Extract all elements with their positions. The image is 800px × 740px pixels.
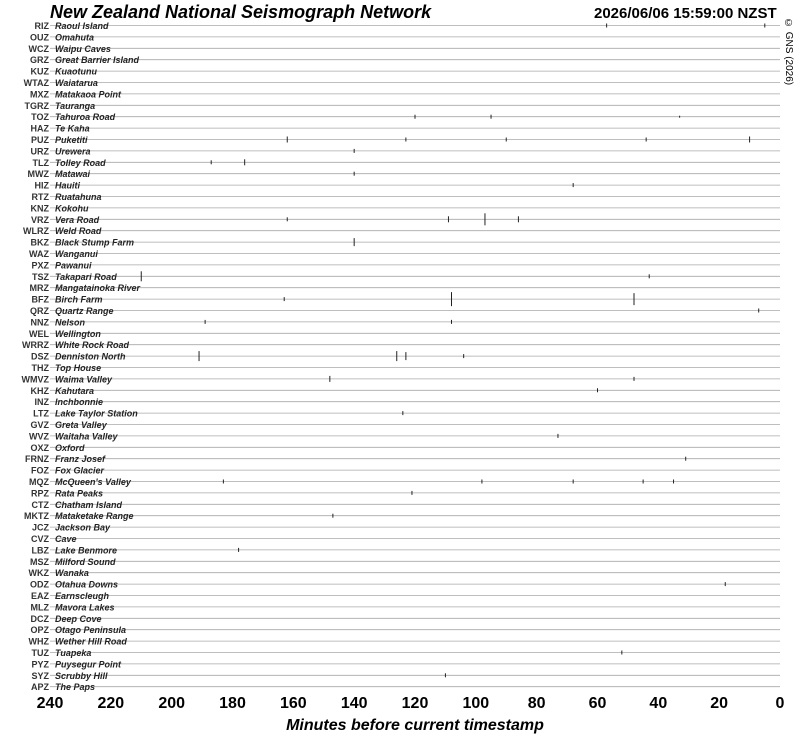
station-code: MLZ — [30, 602, 49, 613]
station-code: CVZ — [31, 534, 49, 544]
station-code: TUZ — [31, 648, 49, 658]
x-tick-label: 160 — [279, 695, 307, 712]
station-name: Franz Josef — [55, 454, 106, 465]
station-code: VRZ — [31, 214, 49, 225]
station-code: WTAZ — [23, 78, 49, 88]
station-code: HAZ — [30, 123, 49, 134]
x-tick-label: 140 — [340, 695, 368, 712]
station-name: Nelson — [55, 317, 86, 328]
station-code: SYZ — [31, 670, 49, 681]
station-code: PUZ — [31, 135, 49, 145]
station-code: BKZ — [30, 237, 49, 248]
station-name: Tahuroa Road — [55, 112, 116, 123]
station-name: Greta Valley — [55, 420, 107, 430]
station-name: Wanganui — [55, 249, 98, 259]
station-name: Matawai — [55, 169, 91, 180]
station-name: Quartz Range — [55, 306, 114, 316]
station-code: QRZ — [30, 306, 49, 316]
station-name: Tauranga — [55, 100, 96, 111]
station-name: Earnscleugh — [55, 591, 110, 601]
chart-title: New Zealand National Seismograph Network — [50, 2, 432, 22]
station-code: URZ — [30, 146, 49, 157]
station-code: OPZ — [30, 625, 49, 636]
x-axis-label: Minutes before current timestamp — [286, 717, 544, 734]
station-name: Deep Cove — [55, 613, 102, 624]
station-name: Waitaha Valley — [55, 431, 118, 442]
station-code: KHZ — [30, 385, 49, 396]
station-code: MRZ — [29, 283, 49, 294]
station-name: Weld Road — [55, 226, 102, 237]
station-code: TSZ — [32, 271, 49, 282]
station-name: Tolley Road — [55, 157, 106, 168]
station-name: Otahua Downs — [55, 579, 119, 590]
station-name: Oxford — [55, 442, 85, 453]
station-code: WRRZ — [22, 340, 49, 351]
station-name: Cave — [55, 534, 77, 544]
station-name: Kuaotunu — [55, 66, 97, 77]
station-name: The Paps — [55, 682, 96, 693]
station-name: McQueen's Valley — [55, 477, 131, 487]
station-name: Birch Farm — [55, 294, 103, 305]
station-code: WVZ — [29, 431, 49, 442]
station-code: CTZ — [31, 499, 49, 510]
station-name: Matakaoa Point — [55, 89, 122, 100]
station-name: Mavora Lakes — [55, 602, 115, 613]
station-code: EAZ — [31, 591, 49, 601]
station-name: Hauiti — [55, 180, 81, 191]
station-name: Takapari Road — [55, 271, 117, 282]
station-code: RTZ — [31, 192, 49, 202]
station-code: FOZ — [31, 465, 49, 476]
station-code: WHZ — [28, 636, 49, 647]
station-code: TOZ — [31, 112, 49, 123]
station-code: TLZ — [32, 157, 49, 168]
station-name: Omahuta — [55, 32, 95, 43]
station-code: TGRZ — [24, 100, 49, 111]
station-code: PXZ — [31, 260, 49, 271]
station-name: Waipu Caves — [55, 43, 111, 54]
station-name: Scrubby Hill — [55, 670, 108, 681]
x-tick-label: 240 — [36, 695, 64, 712]
station-code: APZ — [31, 682, 49, 693]
station-code: HIZ — [34, 180, 49, 191]
station-code: OXZ — [30, 442, 49, 453]
station-code: NNZ — [30, 317, 49, 328]
station-code: MKTZ — [24, 511, 49, 522]
station-code: INZ — [34, 397, 49, 408]
station-code: DCZ — [30, 613, 49, 624]
station-code: WAZ — [29, 249, 49, 259]
station-name: Pawanui — [55, 260, 92, 271]
station-name: Ruatahuna — [55, 192, 102, 202]
station-code: ODZ — [30, 579, 49, 590]
station-name: Puketiti — [55, 135, 88, 145]
station-code: MWZ — [27, 169, 49, 180]
station-name: Fox Glacier — [55, 465, 105, 476]
station-name: Denniston North — [55, 351, 126, 362]
station-name: Waima Valley — [55, 374, 113, 385]
station-name: Milford Sound — [55, 556, 116, 567]
station-code: FRNZ — [25, 454, 49, 465]
station-name: White Rock Road — [55, 340, 130, 351]
station-code: JCZ — [31, 522, 49, 533]
station-name: Te Kaha — [55, 123, 90, 134]
copyright-notice: © GNS (2026) — [783, 18, 794, 86]
station-name: Inchbonnie — [55, 397, 103, 408]
station-name: Tuapeka — [55, 648, 92, 658]
x-tick-label: 180 — [219, 695, 246, 712]
station-code: MSZ — [30, 556, 49, 567]
station-code: MXZ — [30, 89, 49, 100]
station-name: Kahutara — [55, 385, 95, 396]
station-code: LTZ — [33, 408, 49, 419]
x-tick-label: 100 — [462, 695, 490, 712]
station-name: Rata Peaks — [55, 488, 104, 499]
x-tick-label: 220 — [97, 695, 125, 712]
station-name: Wether Hill Road — [55, 636, 127, 647]
station-code: KNZ — [30, 203, 49, 214]
station-name: Puysegur Point — [55, 659, 122, 670]
station-name: Jackson Bay — [55, 522, 111, 533]
station-name: Wanaka — [55, 568, 89, 579]
station-name: Kokohu — [55, 203, 89, 214]
station-code: DSZ — [31, 351, 49, 362]
station-code: WCZ — [28, 43, 49, 54]
station-name: Waiatarua — [55, 78, 98, 88]
timestamp: 2026/06/06 15:59:00 NZST — [594, 5, 777, 22]
station-code: WMVZ — [21, 374, 49, 385]
station-code: RPZ — [31, 488, 49, 499]
x-tick-label: 20 — [710, 695, 729, 712]
station-code: KUZ — [30, 66, 49, 77]
station-code: MQZ — [29, 477, 49, 487]
station-name: Urewera — [55, 146, 91, 157]
x-tick-label: 120 — [401, 695, 429, 712]
station-code: BFZ — [31, 294, 49, 305]
station-name: Raoul Island — [55, 21, 109, 31]
station-name: Chatham Island — [55, 499, 123, 510]
station-name: Great Barrier Island — [55, 55, 140, 66]
x-tick-label: 40 — [649, 695, 668, 712]
station-name: Vera Road — [55, 214, 100, 225]
station-code: WKZ — [28, 568, 49, 579]
station-name: Otago Peninsula — [55, 625, 127, 636]
station-name: Lake Taylor Station — [55, 408, 138, 419]
station-name: Black Stump Farm — [55, 237, 135, 248]
station-name: Mangatainoka River — [55, 283, 141, 294]
station-code: LBZ — [31, 545, 49, 556]
x-tick-label: 200 — [158, 695, 186, 712]
station-name: Lake Benmore — [55, 545, 118, 556]
station-code: WLRZ — [23, 226, 49, 237]
station-code: OUZ — [30, 32, 49, 43]
x-tick-label: 80 — [527, 695, 546, 712]
station-code: PYZ — [31, 659, 49, 670]
station-name: Mataketake Range — [55, 511, 134, 522]
station-code: GVZ — [30, 420, 49, 430]
station-code: GRZ — [30, 55, 49, 66]
station-code: RIZ — [34, 21, 49, 31]
x-tick-label: 0 — [775, 695, 785, 712]
station-name: Wellington — [55, 328, 101, 339]
station-name: Top House — [55, 363, 102, 373]
station-code: WEL — [29, 328, 49, 339]
x-tick-label: 60 — [588, 695, 607, 712]
station-code: THZ — [31, 363, 49, 373]
